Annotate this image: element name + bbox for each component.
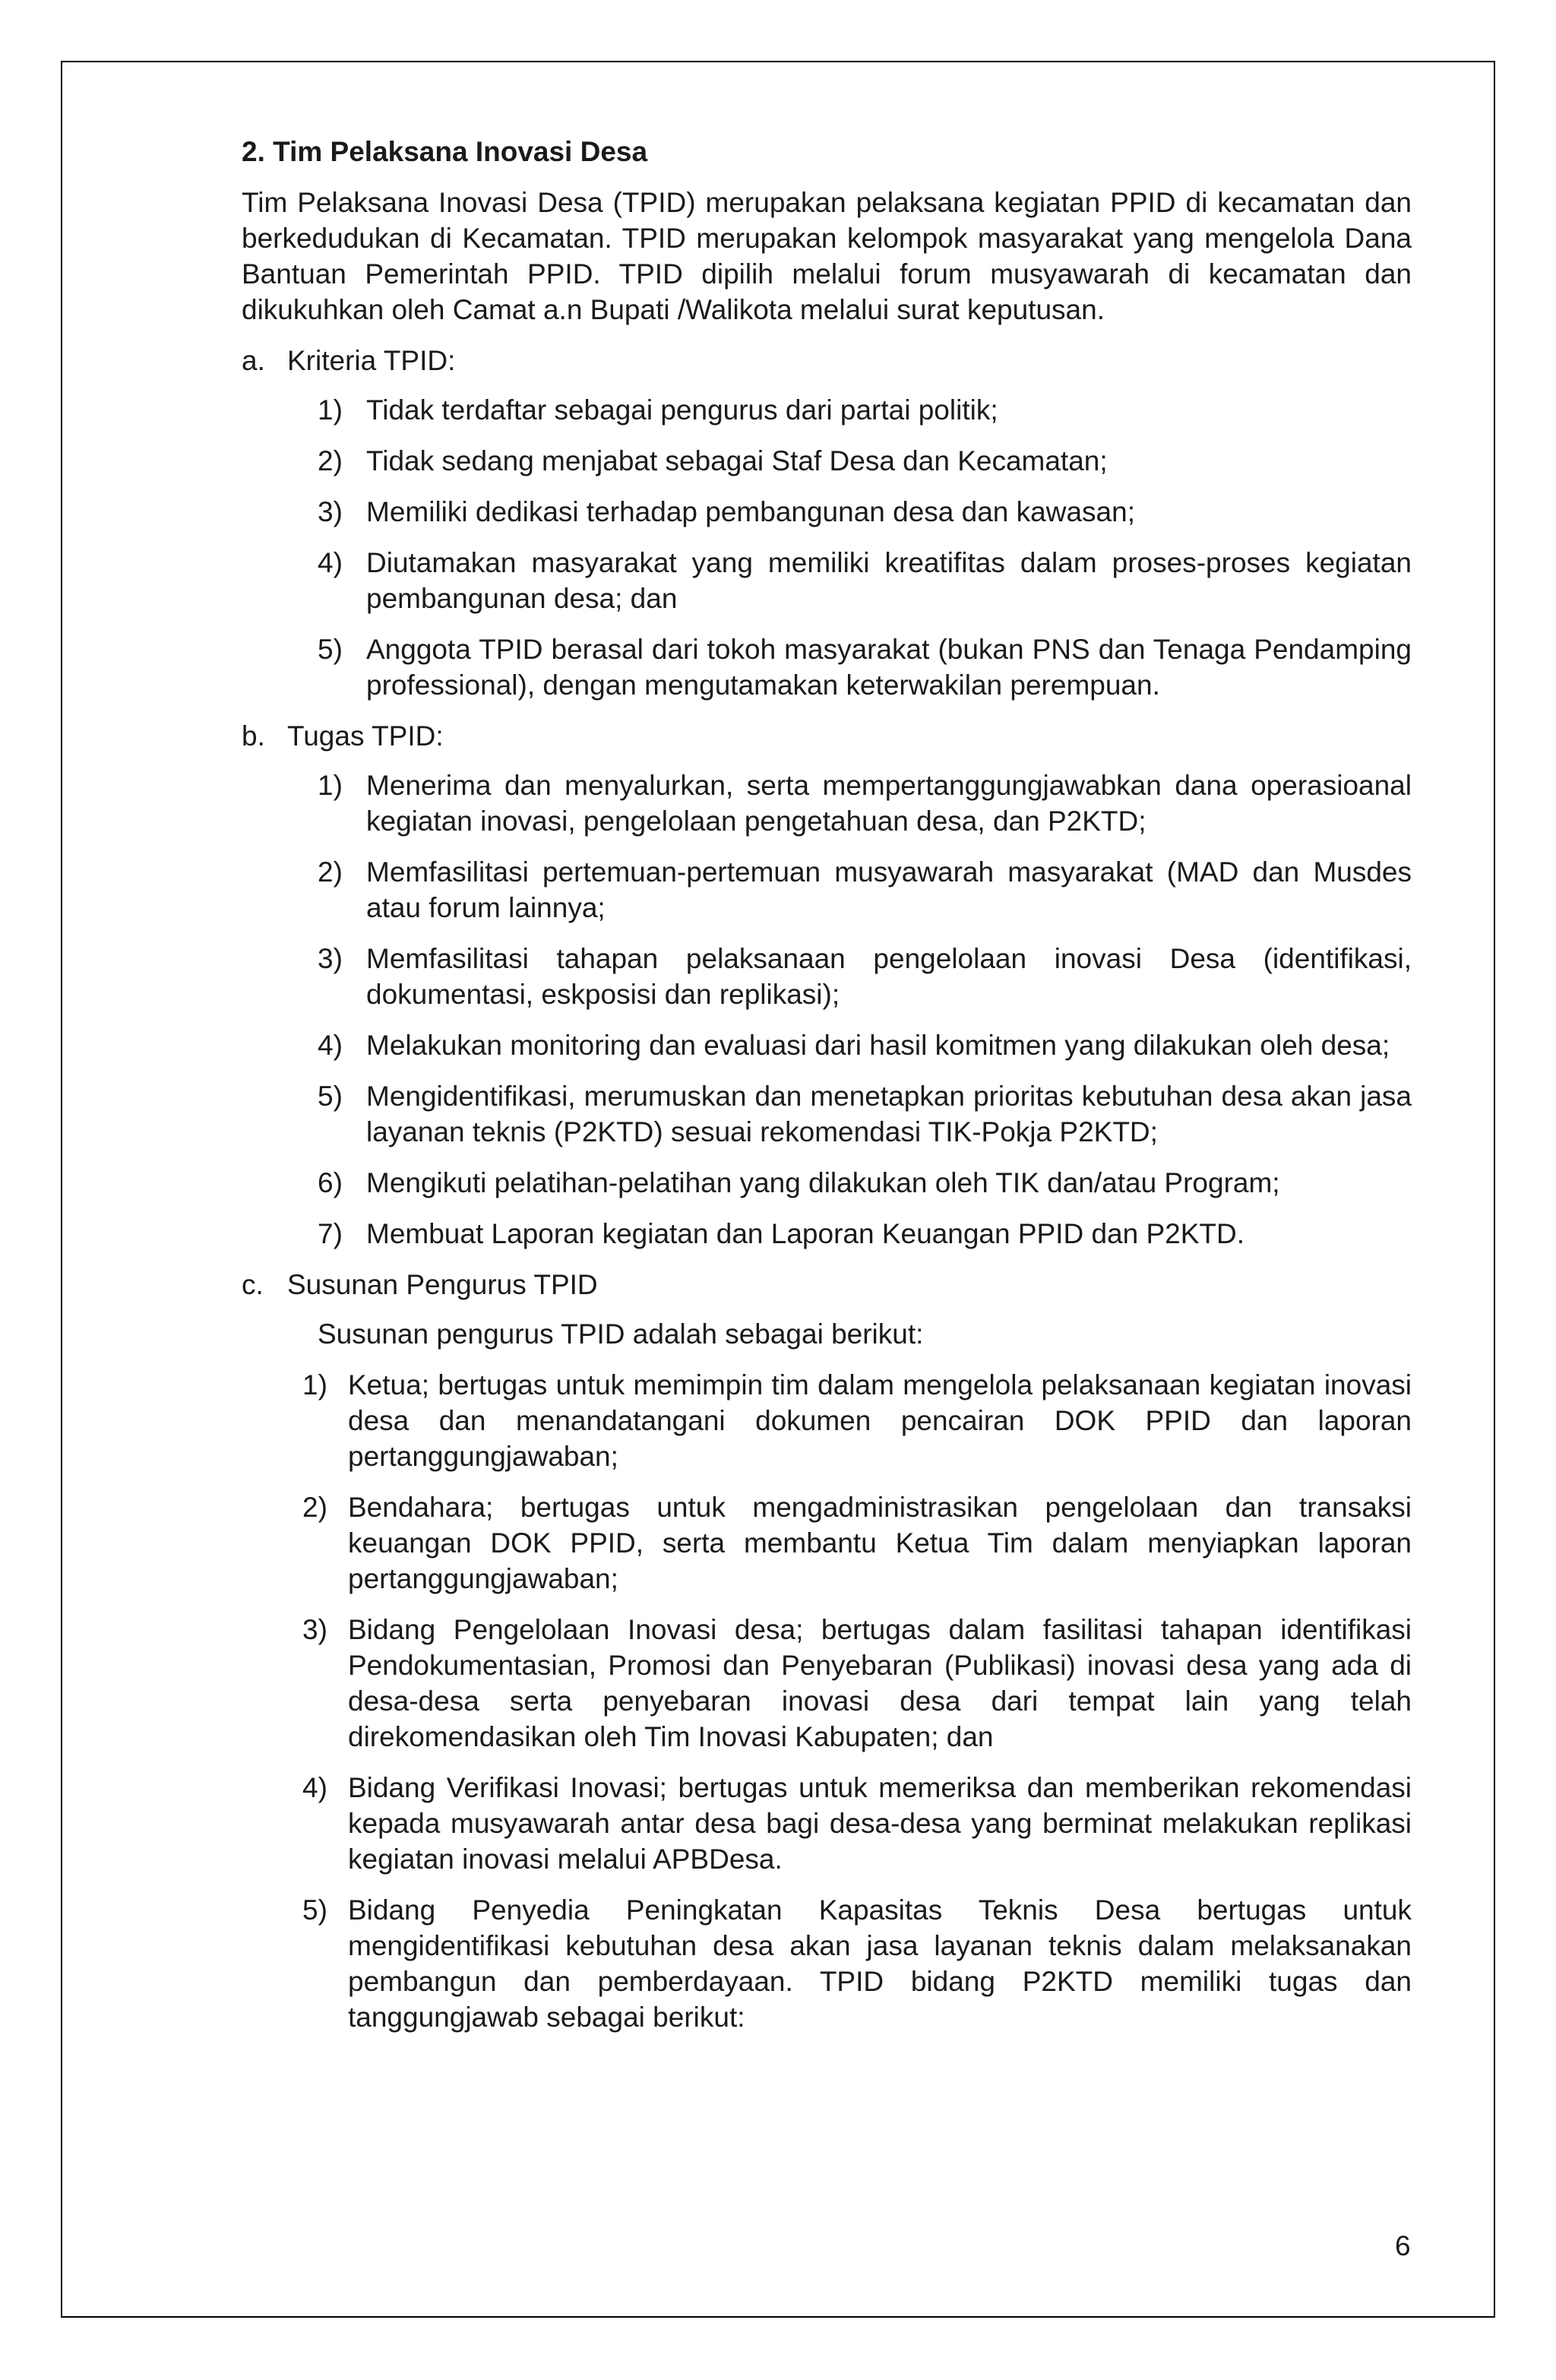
- item-text: Mengikuti pelatihan-pelatihan yang dilakukan oleh TIK dan/atau Program;: [366, 1167, 1280, 1198]
- list-item: [302, 1489, 1412, 1597]
- subsection-c-title: [242, 1267, 1412, 1302]
- item-number: 6): [318, 1167, 343, 1198]
- item-number: 2): [318, 445, 343, 476]
- item-number: 4): [302, 1772, 327, 1803]
- item-text: Ketua; bertugas untuk memimpin tim dalam mengelola pelaksanaan kegiatan inovasi desa dan menandatangani dokumen pencairan DOK PPID dan laporan pertanggungjawaban;: [348, 1369, 1412, 1472]
- tugas-list: [318, 767, 1412, 1252]
- subsection-letter: a.: [242, 345, 265, 376]
- item-number: 2): [318, 856, 343, 888]
- item-number: 7): [318, 1218, 343, 1249]
- list-item: [318, 392, 1412, 428]
- subsection-b-title: [242, 718, 1412, 754]
- page-number: 6: [1395, 2230, 1411, 2261]
- list-item: [318, 767, 1412, 839]
- item-number: 4): [318, 1030, 343, 1061]
- list-item: [318, 631, 1412, 703]
- item-text: Memfasilitasi tahapan pelaksanaan pengelolaan inovasi Desa (identifikasi, dokumentasi, eskposisi dan replikasi);: [366, 943, 1412, 1010]
- item-number: 1): [302, 1369, 327, 1400]
- list-item: [318, 1027, 1412, 1063]
- list-item: [302, 1770, 1412, 1877]
- list-item: [318, 494, 1412, 530]
- item-text: Tidak terdaftar sebagai pengurus dari partai politik;: [366, 394, 998, 426]
- subsection-title: Tugas TPID:: [287, 720, 444, 752]
- list-item: [318, 545, 1412, 616]
- item-number: 2): [302, 1492, 327, 1523]
- list-item: [318, 941, 1412, 1012]
- list-item: [318, 1165, 1412, 1201]
- list-item: [318, 1216, 1412, 1252]
- item-text: Menerima dan menyalurkan, serta mempertanggungjawabkan dana operasioanal kegiatan inovasi, pengelolaan pengetahuan desa, dan P2KTD;: [366, 770, 1412, 837]
- subsection-a-title: [242, 343, 1412, 378]
- list-item: [302, 1367, 1412, 1474]
- item-text: Mengidentifikasi, merumuskan dan menetapkan prioritas kebutuhan desa akan jasa layanan teknis (P2KTD) sesuai rekomendasi TIK-Pokja P2KTD;: [366, 1081, 1412, 1147]
- kriteria-list: [318, 392, 1412, 703]
- item-text: Bidang Verifikasi Inovasi; bertugas untuk memeriksa dan memberikan rekomendasi kepada musyawarah antar desa bagi desa-desa yang berminat melakukan replikasi kegiatan inovasi melalui APBDesa.: [348, 1772, 1412, 1875]
- subsection-title: Susunan Pengurus TPID: [287, 1269, 598, 1300]
- list-item: [318, 1078, 1412, 1150]
- document-body: [242, 134, 1412, 2050]
- item-text: Bendahara; bertugas untuk mengadministrasikan pengelolaan dan transaksi keuangan DOK PPID, serta membantu Ketua Tim dalam menyiapkan laporan pertanggungjawaban;: [348, 1492, 1412, 1594]
- item-text: Melakukan monitoring dan evaluasi dari hasil komitmen yang dilakukan oleh desa;: [366, 1030, 1390, 1061]
- item-number: 5): [318, 1081, 343, 1112]
- susunan-intro: Susunan pengurus TPID adalah sebagai berikut:: [318, 1318, 924, 1350]
- item-number: 3): [318, 943, 343, 974]
- item-text: Tidak sedang menjabat sebagai Staf Desa dan Kecamatan;: [366, 445, 1108, 476]
- intro-paragraph: Tim Pelaksana Inovasi Desa (TPID) merupakan pelaksana kegiatan PPID di kecamatan dan berkedudukan di Kecamatan. TPID merupakan kelompok masyarakat yang mengelola Dana Bantuan Pemerintah PPID. TPID dipilih melalui forum musyawarah di kecamatan dan dikukuhkan oleh Camat a.n Bupati /Walikota melalui surat keputusan.: [242, 187, 1412, 325]
- list-item: [318, 443, 1412, 479]
- item-number: 5): [302, 1894, 327, 1926]
- item-text: Anggota TPID berasal dari tokoh masyarakat (bukan PNS dan Tenaga Pendamping professional), dengan mengutamakan keterwakilan perempuan.: [366, 634, 1412, 701]
- item-number: 4): [318, 547, 343, 578]
- item-text: Memiliki dedikasi terhadap pembangunan desa dan kawasan;: [366, 496, 1135, 527]
- item-text: Memfasilitasi pertemuan-pertemuan musyawarah masyarakat (MAD dan Musdes atau forum lainnya;: [366, 856, 1412, 923]
- item-number: 5): [318, 634, 343, 665]
- section-heading: 2. Tim Pelaksana Inovasi Desa: [242, 136, 648, 167]
- subsection-letter: c.: [242, 1269, 264, 1300]
- item-number: 1): [318, 394, 343, 426]
- item-number: 1): [318, 770, 343, 801]
- list-item: [318, 854, 1412, 926]
- item-number: 3): [302, 1614, 327, 1645]
- item-text: Membuat Laporan kegiatan dan Laporan Keuangan PPID dan P2KTD.: [366, 1218, 1245, 1249]
- item-text: Bidang Penyedia Peningkatan Kapasitas Teknis Desa bertugas untuk mengidentifikasi kebutuhan desa akan jasa layanan teknis dalam melaksanakan pembangun dan pemberdayaan. TPID bidang P2KTD memiliki tugas dan tanggungjawab sebagai berikut:: [348, 1894, 1412, 2033]
- list-item: [302, 1612, 1412, 1755]
- item-text: Diutamakan masyarakat yang memiliki kreatifitas dalam proses-proses kegiatan pembangunan desa; dan: [366, 547, 1412, 614]
- susunan-list: [302, 1367, 1412, 2035]
- subsection-title: Kriteria TPID:: [287, 345, 456, 376]
- item-text: Bidang Pengelolaan Inovasi desa; bertugas dalam fasilitasi tahapan identifikasi Pendokumentasian, Promosi dan Penyebaran (Publikasi) inovasi desa yang ada di desa-desa serta penyebaran inovasi desa dari tempat lain yang telah direkomendasikan oleh Tim Inovasi Kabupaten; dan: [348, 1614, 1412, 1752]
- list-item: [302, 1892, 1412, 2035]
- item-number: 3): [318, 496, 343, 527]
- subsection-letter: b.: [242, 720, 265, 752]
